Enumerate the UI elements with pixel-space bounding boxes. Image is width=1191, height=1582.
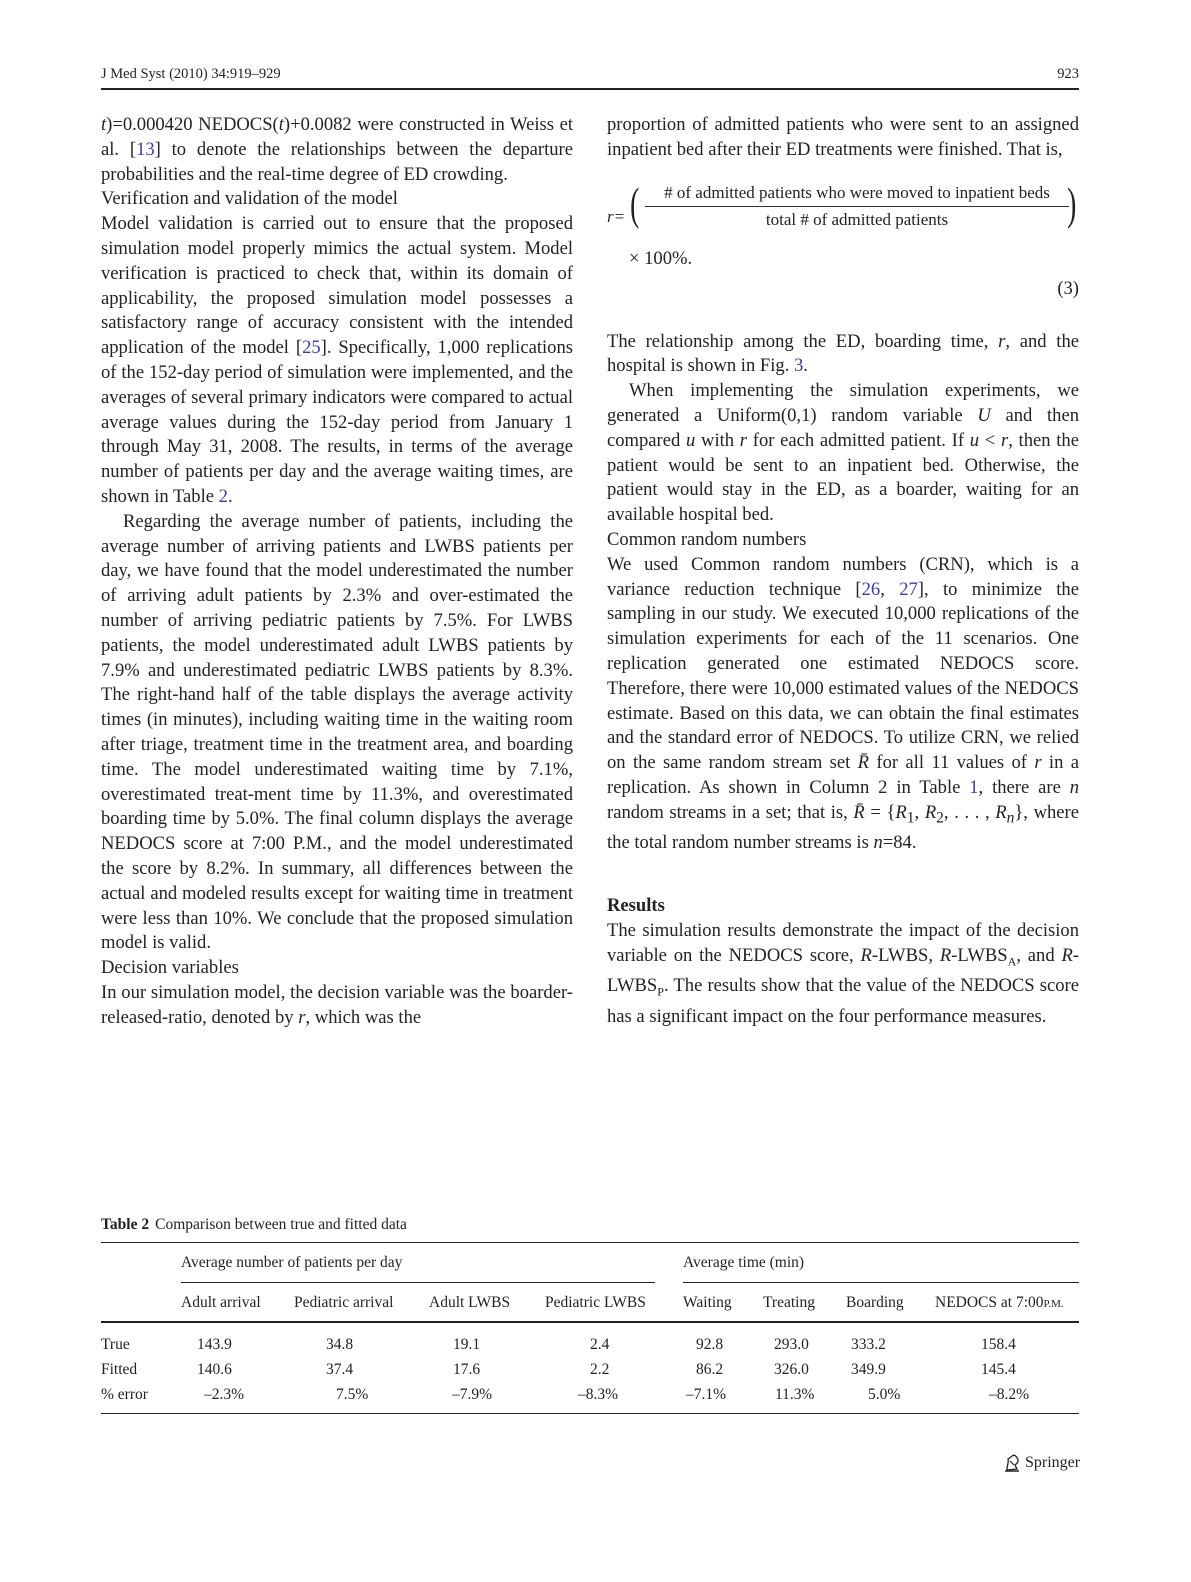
table-link-1[interactable]: 1 [969, 776, 979, 798]
paragraph: In our simulation model, the decision variable was the boarder-released-ratio, denoted by r, which was the [101, 981, 573, 1028]
table-cell: 17.6 [453, 1361, 481, 1378]
table-cell: 92.8 [696, 1336, 724, 1353]
equation-multiplier: × 100%. [629, 247, 693, 269]
table-cell: 34.8 [326, 1336, 354, 1353]
row-label: True [101, 1336, 130, 1353]
group-rule-time [683, 1282, 1079, 1283]
section-heading-decision: Decision variables [101, 957, 239, 979]
equation-number: (3) [1057, 277, 1079, 299]
citation-link-27[interactable]: 27 [899, 578, 918, 600]
right-paren: ) [1066, 177, 1076, 229]
table-link-2[interactable]: 2 [218, 485, 228, 507]
left-column [101, 113, 573, 1030]
left-paren: ( [630, 177, 640, 229]
equation-lhs: r= [607, 206, 626, 226]
column-header: NEDOCS at 7:00P.M. [935, 1294, 1064, 1311]
table-cell: 7.5% [336, 1386, 369, 1403]
column-header: Treating [763, 1294, 815, 1311]
table-caption-text: Comparison between true and fitted data [155, 1216, 407, 1233]
table-bottom-rule [101, 1413, 1079, 1414]
group-rule-patients [181, 1282, 655, 1283]
table-cell: 11.3% [775, 1386, 815, 1403]
citation-link-25[interactable]: 25 [302, 337, 321, 359]
table-cell: 86.2 [696, 1361, 724, 1378]
table-cell: 158.4 [981, 1336, 1016, 1353]
table-cell: 5.0% [868, 1386, 901, 1403]
table-cell: 2.2 [590, 1361, 610, 1378]
table-cell: –2.3% [204, 1386, 245, 1403]
table-cell: 326.0 [774, 1361, 809, 1378]
paragraph: When implementing the simulation experiments, we generated a Uniform(0,1) random variable U and then compared u with r for each admitted patient. If u < r, then the patient would be sent to an inpatient bed. Otherwise, the patient would stay in the ED, as a boarder, waiting for an available hospital bed. [607, 380, 1079, 526]
column-header: Pediatric LWBS [545, 1294, 646, 1311]
table-cell: 349.9 [851, 1361, 886, 1378]
paragraph: We used Common random numbers (CRN), which is a variance reduction technique [26, 27], to minimize the sampling in our study. We executed 10,000 replications of the simulation experiments for each of the 11 scenarios. One replication generated one estimated NEDOCS score. Therefore, there were 10,000 estimated values of the NEDOCS estimate. Based on this data, we can obtain the final estimates and the standard error of NEDOCS. To utilize CRN, we relied on the same random stream set R̄ for all 11 values of r in a replication. As shown in Column 2 in Table 1, there are n random streams in a set; that is, R̄ = {$R_1$, $R_2$, . . . , $R_n$}, where the total random number streams is n=84. [607, 553, 1080, 854]
springer-horse-icon [1003, 1453, 1021, 1473]
paragraph: t)=0.000420 NEDOCS(t)+0.0082 were constructed in Weiss et al. [13] to denote the relationships between the departure probabilities and the real-time degree of ED crowding. [101, 114, 573, 185]
citation-link-26[interactable]: 26 [861, 578, 881, 600]
table-cell: –8.3% [578, 1386, 619, 1403]
column-header: Boarding [846, 1294, 904, 1311]
paragraph: Model validation is carried out to ensure that the proposed simulation model properly mimics the actual system. Model verification is practiced to check that, within its domain of applicability, the proposed simulation model possesses a satisfactory range of accuracy consistent with the intended application of the model [25]. Specifically, 1,000 replications of the 152-day period of simulation were implemented, and the averages of several primary indicators were compared to actual average values during the 152-day period from January 1 through May 31, 2008. The results, in terms of the average number of patients per day and the average waiting times, are shown in Table 2. [101, 213, 573, 507]
right-column [607, 113, 1079, 1029]
row-label: Fitted [101, 1361, 138, 1378]
table-cell: –7.1% [686, 1386, 727, 1403]
equation-denominator: total # of admitted patients [765, 209, 949, 229]
group-header-time: Average time (min) [683, 1254, 805, 1271]
table-cell: 140.6 [197, 1361, 232, 1378]
table-label: Table 2 [101, 1216, 150, 1233]
column-header: Adult LWBS [429, 1294, 511, 1311]
section-heading-verification: Verification and validation of the model [101, 188, 398, 210]
table-cell: –8.2% [989, 1386, 1030, 1403]
equation-numerator: # of admitted patients who were moved to inpatient beds [664, 182, 1050, 202]
table-cell: 19.1 [453, 1336, 481, 1353]
publisher-logo [1003, 1453, 1080, 1473]
table-cell: 333.2 [851, 1336, 886, 1353]
column-header: Pediatric arrival [294, 1294, 394, 1311]
table-caption [101, 1216, 407, 1234]
journal-citation: J Med Syst (2010) 34:919–929 [101, 66, 281, 82]
paragraph: Regarding the average number of patients, including the average number of arriving patients and LWBS patients per day, we have found that the model underestimated the number of arriving adult patients by 2.3% and over-estimated the number of arriving pediatric patients by 7.5%. For LWBS patients, the model underestimated adult LWBS patients by 7.9% and underestimated pediatric LWBS patients by 8.3%. The right-hand half of the table displays the average activity times (in minutes), including waiting time in the waiting room after triage, treatment time in the treatment area, and boarding time. The model underestimated waiting time by 7.1%, overestimated treat-ment time by 11.3%, and overestimated boarding time by 5.0%. The final column displays the average NEDOCS score at 7:00 P.M., and the model underestimated the score by 8.2%. In summary, all differences between the actual and modeled results except for waiting time in treatment were less than 10%. We conclude that the proposed simulation model is valid. [101, 510, 573, 954]
section-heading-results: Results [607, 895, 665, 917]
fraction-bar [645, 206, 1069, 207]
column-header: Adult arrival [181, 1294, 261, 1311]
equation-3 [607, 175, 1079, 299]
section-heading-crn: Common random numbers [607, 528, 807, 550]
column-header: Waiting [683, 1294, 732, 1311]
row-label: % error [101, 1386, 148, 1403]
paragraph: The simulation results demonstrate the impact of the decision variable on the NEDOCS score, R-LWBS, $R-LWBS_A$, and $R-LWBS_P$. The results show that the value of the NEDOCS score has a significant impact on the four performance measures. [607, 919, 1079, 1027]
paragraph: proportion of admitted patients who were sent to an assigned inpatient bed after their ED treatments were finished. That is, [607, 114, 1079, 160]
publisher-name: Springer [1025, 1454, 1081, 1471]
table-top-rule [101, 1242, 1079, 1243]
citation-link-13[interactable]: 13 [136, 138, 155, 160]
table-cell: 145.4 [981, 1361, 1016, 1378]
figure-link-3[interactable]: 3 [794, 355, 804, 377]
paragraph: The relationship among the ED, boarding time, r, and the hospital is shown in Fig. 3. [607, 330, 1079, 377]
table-cell: –7.9% [452, 1386, 493, 1403]
running-header [101, 62, 1079, 90]
table-cell: 2.4 [590, 1336, 610, 1353]
page-number: 923 [1057, 66, 1079, 82]
table-cell: 37.4 [326, 1361, 354, 1378]
table-header-rule [101, 1321, 1079, 1323]
group-header-patients: Average number of patients per day [181, 1254, 403, 1271]
table-cell: 293.0 [774, 1336, 809, 1353]
table-cell: 143.9 [197, 1336, 232, 1353]
